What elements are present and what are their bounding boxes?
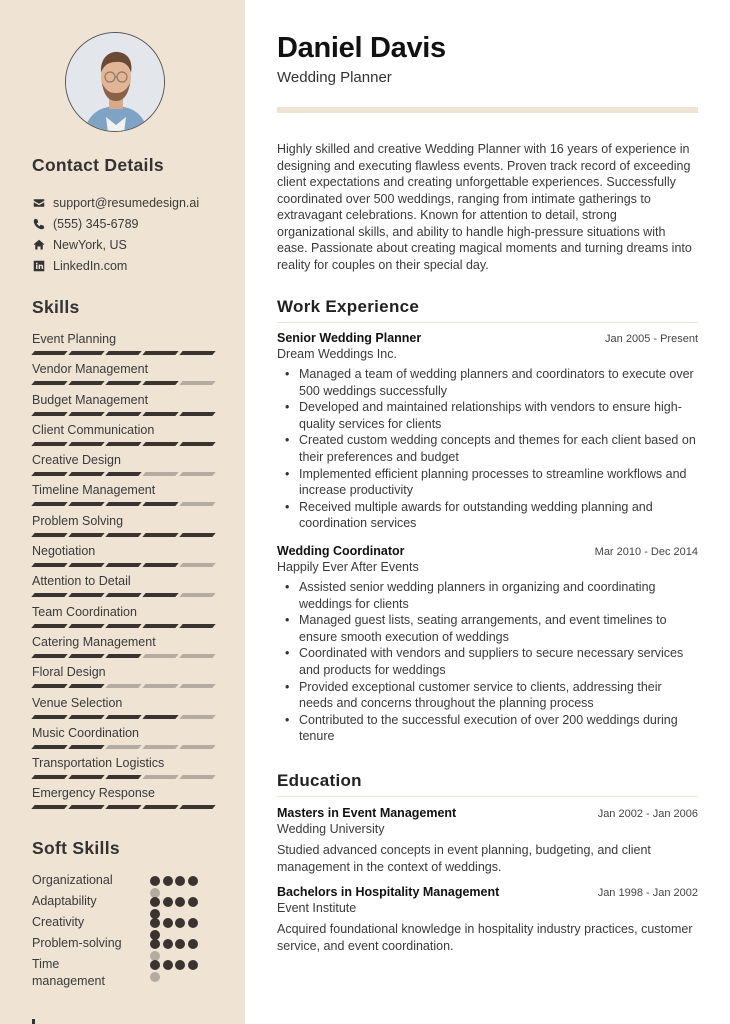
rating-segment [68,563,104,567]
skill-rating-bar [32,684,214,688]
bullet-item: • Managed a team of wedding planners and coordinators to execute over 500 weddings successfully [299,366,698,399]
rating-segment [68,351,104,355]
work-entry [277,544,698,745]
rating-segment [179,351,215,355]
rating-segment [179,805,215,809]
skill-rating-bar [32,593,214,597]
avatar [65,32,165,132]
rating-segment [142,533,178,537]
soft-skill-rating-dots [150,872,210,889]
education-dates: Jan 1998 - Jan 2002 [597,887,698,899]
contact-list [32,192,199,276]
soft-skill-rating-dots [150,935,210,952]
soft-skill-rating-dots [150,914,210,931]
rating-segment [105,442,141,446]
rating-segment [142,563,178,567]
soft-skill-rating-dots [150,893,210,910]
skill-name: Team Coordination [32,604,137,619]
rating-dot [175,897,185,907]
rating-segment [105,502,141,506]
skills-list [32,331,214,816]
skill-item [32,331,214,361]
rating-dot [163,918,173,928]
section-divider [277,796,698,797]
skill-name: Negotiation [32,544,96,559]
bullet-item: • Developed and maintained relationships with vendors to ensure high-quality services for clients [299,399,698,432]
skill-name: Venue Selection [32,695,123,710]
work-experience-heading: Work Experience [277,297,420,316]
home-icon [32,238,45,251]
skill-item [32,695,214,725]
skill-rating-bar [32,745,214,749]
rating-segment [105,472,141,476]
rating-segment [179,412,215,416]
rating-dot [188,960,198,970]
rating-dot [175,960,185,970]
skill-name: Vendor Management [32,362,149,377]
rating-segment [105,775,141,779]
skill-rating-bar [32,624,214,628]
rating-segment [142,472,178,476]
soft-skill-rating-dots [150,956,210,973]
company-name: Dream Weddings Inc. [277,347,397,361]
skills-heading: Skills [32,297,80,317]
rating-segment [142,805,178,809]
skill-rating-bar [32,472,214,476]
skill-rating-bar [32,412,214,416]
rating-dot [150,876,160,886]
section-divider [277,322,698,323]
phone-icon [32,217,45,230]
skill-name: Creative Design [32,453,121,468]
job-dates: Jan 2005 - Present [605,333,698,345]
rating-segment [68,654,104,658]
skill-name: Budget Management [32,392,149,407]
rating-segment [142,654,178,658]
rating-dot [188,897,198,907]
skill-item [32,482,214,512]
rating-segment [105,412,141,416]
bullet-item: • Assisted senior wedding planners in organizing and coordinating weddings for clients [299,579,698,612]
rating-segment [179,563,215,567]
skill-name: Emergency Response [32,786,155,801]
skill-item [32,755,214,785]
contact-phone[interactable]: (555) 345-6789 [32,213,199,234]
linkedin-icon [32,259,45,272]
envelope-icon [32,196,45,209]
skill-item [32,573,214,603]
soft-skill-item [32,935,150,956]
rating-dot [150,960,160,970]
skill-name: Music Coordination [32,725,139,740]
rating-segment [142,715,178,719]
rating-dot [150,972,160,982]
rating-segment [179,775,215,779]
rating-segment [31,563,67,567]
profile-photo [66,33,165,132]
rating-segment [105,351,141,355]
job-bullets [277,366,698,532]
soft-skill-item [32,893,150,914]
rating-segment [31,745,67,749]
education-dates: Jan 2002 - Jan 2006 [597,808,698,820]
rating-segment [142,593,178,597]
rating-dot [150,918,160,928]
rating-segment [68,533,104,537]
rating-dot [163,939,173,949]
contact-heading: Contact Details [32,155,164,175]
rating-segment [142,624,178,628]
rating-segment [142,412,178,416]
header-divider [277,107,698,113]
rating-segment [105,533,141,537]
rating-segment [105,624,141,628]
rating-segment [31,624,67,628]
contact-email[interactable]: support@resumedesign.ai [32,192,199,213]
rating-segment [68,412,104,416]
rating-dot [175,918,185,928]
rating-segment [179,684,215,688]
rating-segment [179,745,215,749]
rating-segment [179,593,215,597]
rating-dot [188,918,198,928]
contact-location: NewYork, US [32,234,199,255]
soft-skills-heading: Soft Skills [32,838,120,858]
degree-title: Bachelors in Hospitality Management [277,885,500,899]
institution-name: Event Institute [277,901,357,915]
skill-item [32,392,214,422]
rating-segment [68,684,104,688]
rating-segment [179,472,215,476]
rating-segment [68,381,104,385]
job-bullets [277,579,698,745]
rating-segment [179,381,215,385]
rating-segment [68,805,104,809]
rating-dot [150,939,160,949]
rating-segment [68,715,104,719]
job-dates: Mar 2010 - Dec 2014 [594,546,698,558]
rating-segment [31,593,67,597]
institution-name: Wedding University [277,822,385,836]
rating-dot [188,939,198,949]
education-entry [277,885,698,954]
soft-skill-item [32,872,150,893]
bullet-item: • Received multiple awards for outstanding wedding planning and coordination services [299,499,698,532]
skill-rating-bar [32,351,214,355]
skill-rating-bar [32,442,214,446]
next-section-heading-cutoff [32,1019,35,1024]
job-title: Wedding Coordinator [277,544,405,558]
education-description: Studied advanced concepts in event planning, budgeting, and client management in the context of weddings. [277,843,651,874]
entry-header [277,885,698,899]
rating-segment [179,654,215,658]
skill-rating-bar [32,654,214,658]
soft-skill-name: Adaptability [32,894,97,908]
rating-segment [31,502,67,506]
skill-rating-bar [32,533,214,537]
rating-segment [105,563,141,567]
entry-header [277,544,698,558]
soft-skill-item [32,956,105,988]
skill-rating-bar [32,381,214,385]
candidate-name: Daniel Davis [277,32,446,64]
rating-segment [105,593,141,597]
entry-header [277,806,698,820]
rating-dot [175,939,185,949]
degree-title: Masters in Event Management [277,806,457,820]
rating-segment [142,442,178,446]
rating-segment [179,715,215,719]
skill-item [32,452,214,482]
bullet-item: • Created custom wedding concepts and themes for each client based on their preferences and budget [299,432,698,465]
skill-item [32,604,214,634]
skill-item [32,543,214,573]
soft-skill-name: Problem-solving [32,936,122,950]
education-description: Acquired foundational knowledge in hospitality industry practices, customer service, and event coordination. [277,922,693,953]
bullet-item: • Implemented efficient planning processes to streamline workflows and increase productivity [299,466,698,499]
rating-dot [175,876,185,886]
rating-dot [188,876,198,886]
rating-segment [105,381,141,385]
rating-dot [163,897,173,907]
rating-segment [142,775,178,779]
skill-name: Attention to Detail [32,574,131,589]
bullet-item: • Coordinated with vendors and suppliers to secure necessary services and products for weddings [299,645,698,678]
rating-segment [31,381,67,385]
rating-segment [68,442,104,446]
rating-segment [142,381,178,385]
rating-dot [150,897,160,907]
skill-item [32,513,214,543]
skill-name: Catering Management [32,634,156,649]
education-heading: Education [277,771,362,790]
rating-segment [68,745,104,749]
rating-segment [31,472,67,476]
skill-name: Client Communication [32,422,155,437]
bullet-item: • Provided exceptional customer service to clients, addressing their needs and concerns throughout the planning process [299,679,698,712]
company-name: Happily Ever After Events [277,560,419,574]
skill-rating-bar [32,805,214,809]
skill-item [32,634,214,664]
soft-skill-name: Organizational [32,873,113,887]
soft-skill-name: Creativity [32,915,85,929]
skill-name: Timeline Management [32,483,156,498]
rating-segment [179,502,215,506]
job-title: Senior Wedding Planner [277,331,422,345]
rating-segment [68,775,104,779]
bullet-item: • Managed guest lists, seating arrangements, and event timelines to ensure smooth execution of weddings [299,612,698,645]
skill-item [32,422,214,452]
rating-segment [31,684,67,688]
bullet-item: • Contributed to the successful execution of over 200 weddings during tenure [299,712,698,745]
rating-segment [31,412,67,416]
rating-segment [105,745,141,749]
skill-name: Transportation Logistics [32,756,165,771]
rating-segment [68,502,104,506]
rating-segment [179,624,215,628]
skill-item [32,725,214,755]
rating-segment [68,472,104,476]
rating-segment [68,593,104,597]
skill-name: Event Planning [32,332,117,346]
rating-segment [31,654,67,658]
skill-item [32,361,214,391]
rating-segment [31,775,67,779]
rating-segment [31,351,67,355]
rating-segment [179,533,215,537]
rating-segment [179,442,215,446]
skill-name: Problem Solving [32,513,124,528]
contact-linkedin[interactable]: LinkedIn.com [32,255,199,276]
entry-header [277,331,698,345]
rating-dot [163,960,173,970]
rating-segment [31,533,67,537]
rating-segment [105,654,141,658]
rating-segment [68,624,104,628]
rating-segment [105,684,141,688]
rating-segment [31,805,67,809]
rating-segment [142,684,178,688]
sidebar [0,0,245,1024]
skill-rating-bar [32,715,214,719]
skill-item [32,785,214,815]
soft-skill-item [32,914,150,935]
rating-segment [31,715,67,719]
candidate-role: Wedding Planner [277,69,392,86]
rating-segment [31,442,67,446]
rating-dot [163,876,173,886]
skill-rating-bar [32,502,214,506]
skill-item [32,664,214,694]
rating-segment [142,745,178,749]
rating-segment [142,502,178,506]
rating-segment [105,805,141,809]
soft-skill-name: Time management [32,957,105,988]
skill-rating-bar [32,563,214,567]
skill-name: Floral Design [32,665,106,680]
skill-rating-bar [32,775,214,779]
profile-summary: Highly skilled and creative Wedding Planner with 16 years of experience in designing and executing flawless events. Proven track record of exceeding client expectations and creating unforgettable experiences. Successfully coordinated over 500 weddings, ranging from intimate gatherings to extravagant celebrations. Known for attention to detail, strong organizational skills, and ability to handle high-pressure situations with ease. Passionate about creating magical moments and turning dreams into reality for couples on their special day. [277,142,692,272]
rating-segment [142,351,178,355]
education-entry [277,806,698,875]
rating-segment [105,715,141,719]
work-entry [277,331,698,532]
